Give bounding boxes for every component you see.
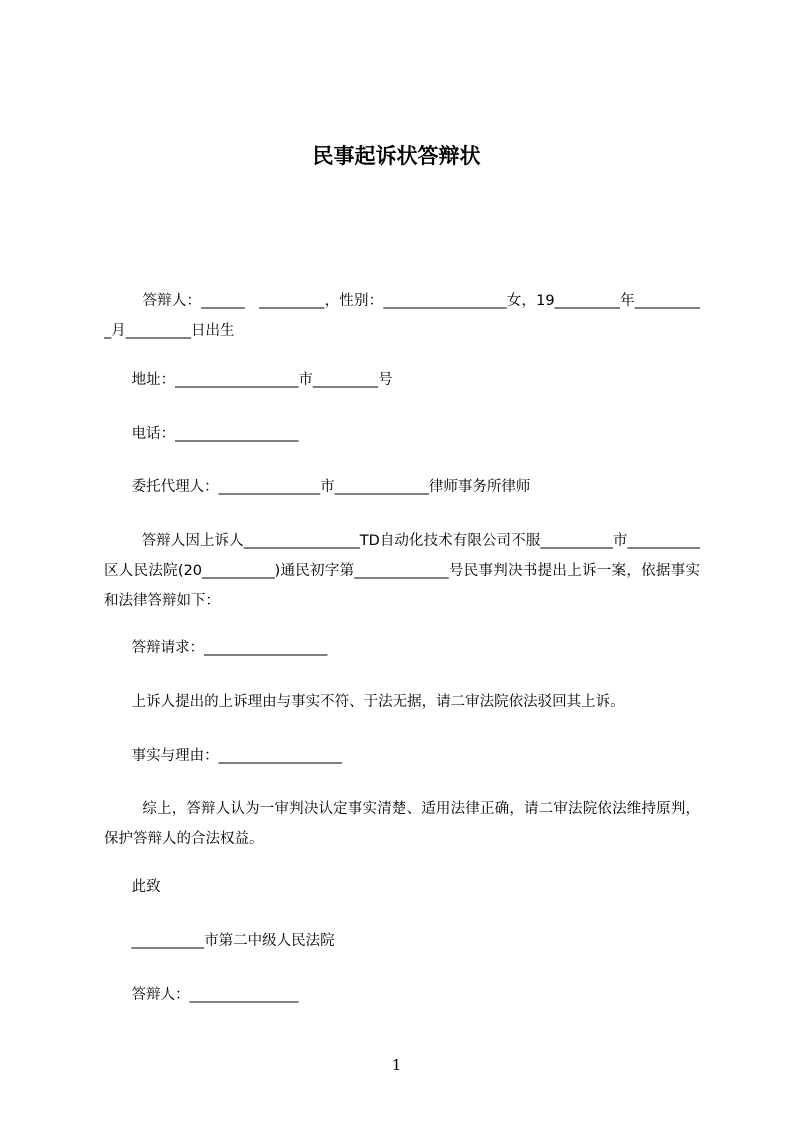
court-addressee-paragraph: __________市第二中级人民法院 [104, 933, 335, 949]
defense-request-paragraph: 答辩请求：_________________ [104, 640, 328, 656]
agent-paragraph: 委托代理人：______________市_____________律师事务所律师 [104, 479, 531, 495]
document-title: 民事起诉状答辩状 [312, 144, 481, 168]
facts-reasons-paragraph: 事实与理由：_________________ [104, 748, 342, 764]
appeal-rebuttal-paragraph: 上诉人提出的上诉理由与事实不符、于法无据，请二审法院依法驳回其上诉。 [104, 694, 625, 710]
page-number: 1 [391, 1056, 402, 1074]
signature-paragraph: 答辩人：_______________ [104, 987, 299, 1003]
salutation-paragraph: 此致 [104, 879, 161, 895]
respondent-info-paragraph: 答辩人：______ _________，性别：_________________女，19_________年__________月_________日出生 [104, 293, 701, 339]
phone-paragraph: 电话：_________________ [104, 426, 299, 442]
address-paragraph: 地址：_________________市_________号 [104, 372, 393, 388]
case-statement-paragraph: 答辩人因上诉人________________TD自动化技术有限公司不服__________市__________区人民法院(20__________)通民初字第_____________号民事判决书提出上诉一案，依据事实和法律答辩如下： [104, 533, 700, 609]
conclusion-paragraph: 综上，答辩人认为一审判决认定事实清楚、适用法律正确，请二审法院依法维持原判，保护答辩人的合法权益。 [104, 801, 701, 847]
